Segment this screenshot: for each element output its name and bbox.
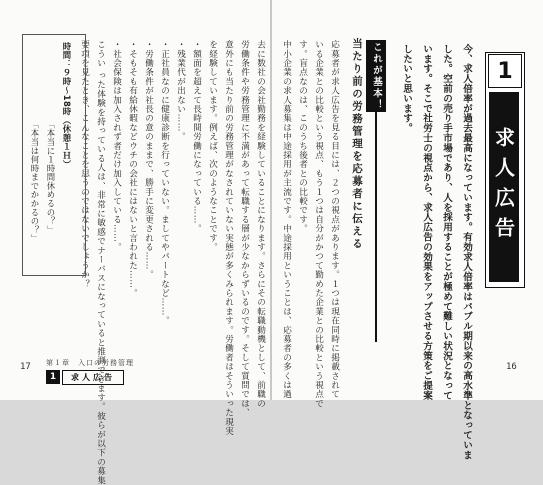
left-page-number: 17 xyxy=(20,362,31,372)
left-bullet-6: ・社会保険は加入されず者だけ加入している……。 xyxy=(111,40,122,252)
left-body-line-1: 去に数社の会社勤務を経験していることになります。さらにその転職動機として、前職の xyxy=(255,40,266,408)
intro-line-4: したいと思います。 xyxy=(401,44,412,134)
working-hours: 時間：９時～18時（休憩１Ｈ） xyxy=(62,42,72,169)
left-body-line-11: こうい った体験を持っている人は、非常に敏感でナーバスになっていると推測できます。彼らが以下の募集 xyxy=(95,40,106,485)
left-body-line-12: 要項を見たとき、こんなことを思うのではないでしょうか？ xyxy=(79,40,90,289)
left-body-line-2: 労働条件や労務管理に不満があって転職する層が少なからずいるのです。そして質問では、 xyxy=(239,40,250,418)
footer-chapter-label: 第１章 入口の労務管理 xyxy=(46,359,134,367)
right-body-line-1: 応募者が求人広告を見る目には、２つの視点があります。１つは現在同時に掲載されて xyxy=(329,40,340,399)
left-bullet-5: ・そもそも有給休暇などウチの会社にはないと言われた……。 xyxy=(127,40,138,298)
left-bullet-4: ・労働条件が社長の意のままで、勝手に変更される……。 xyxy=(143,40,154,280)
heading-rule xyxy=(375,112,377,342)
chapter-number: 1 xyxy=(488,54,522,88)
intro-line-1: 今、求人倍率が過去最高になっています。有効求人倍率はバブル期以来の高水準となっていま xyxy=(461,44,472,460)
left-bullet-1: ・額面を超えて長時間労働になっている……。 xyxy=(191,40,202,234)
footer-chapter-number: 1 xyxy=(46,370,60,384)
left-bullet-2: ・残業代が出ない……。 xyxy=(175,40,186,142)
right-body-line-4: 中小企業の求人募集は中途採用が主流です。中途採用ということは、応募者の多くは過 xyxy=(281,40,292,399)
chapter-title: 求人広告 xyxy=(489,92,519,282)
left-body-line-4: を経験しています。例えば、次のようなことです。 xyxy=(207,40,218,252)
left-bullet-3: ・正社員なのに健康診断を行っていない。ましてやパートなど……。 xyxy=(159,40,170,326)
footer-chapter-title: 求人広告 xyxy=(62,370,124,385)
intro-line-2: した。空前の売り手市場であり、人を採用することが極めて難しい状況となって xyxy=(441,44,452,401)
right-body-line-3: す。盲点なのは、このうち後者との比較です。 xyxy=(297,40,308,234)
right-page-number: 16 xyxy=(506,362,517,372)
intro-line-3: います。そこで社労士の視点から、求人広告の効果をアップさせる方策をご提案 xyxy=(421,44,432,401)
quote-break: 「本当に１時間休めるの？」 xyxy=(46,120,56,235)
basic-badge: これが基本！ xyxy=(366,40,386,112)
left-body-line-3: 意外にも当たり前の労務管理がなされていない実態が多くみられます。労働者はそういった現実 xyxy=(223,40,234,436)
right-body-line-2: いる企業との比較という視点、もう１つは自分がかつて勤めた企業との比較という視点で xyxy=(313,40,324,408)
quote-end-time: 「本当は何時までかかるの？」 xyxy=(30,120,40,244)
section-heading: 当たり前の労務管理を応募者に伝える xyxy=(351,38,363,251)
